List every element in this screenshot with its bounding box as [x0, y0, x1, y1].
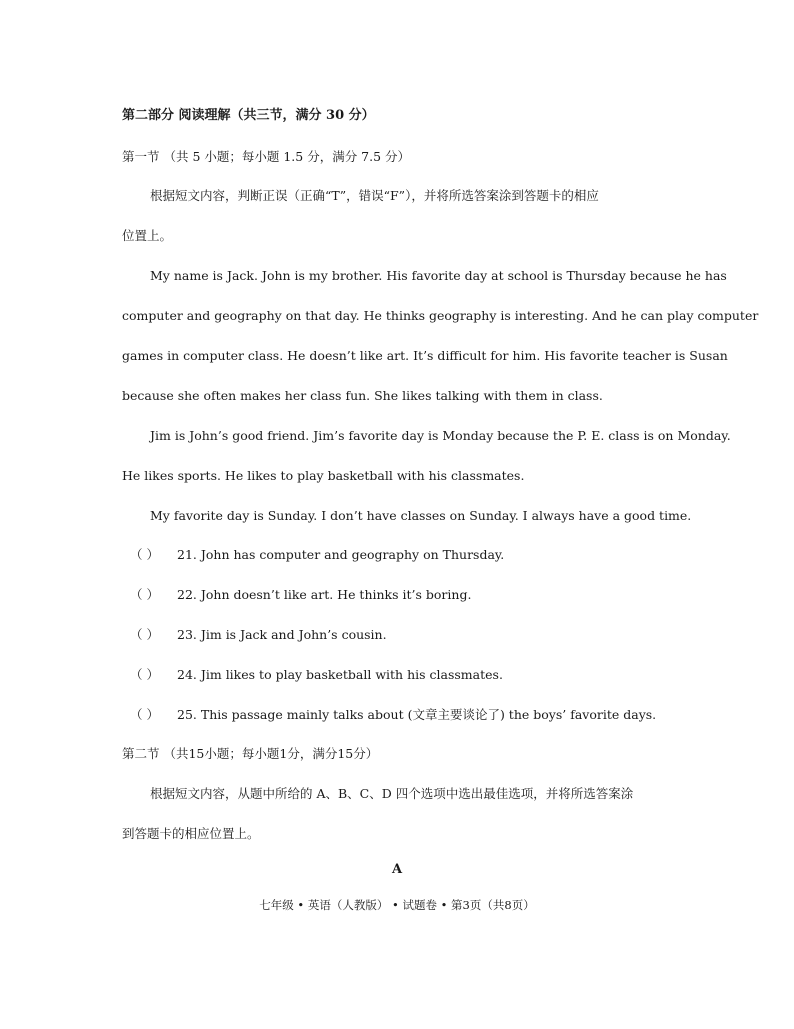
section2-instruction-line1: 根据短文内容，从题中所给的 A、B、C、D 四个选项中选出最佳选项，并将所选答案涂	[150, 786, 634, 801]
answer-bracket[interactable]: （ ）	[130, 707, 159, 722]
page-footer: 七年级 • 英语（人教版） • 试题卷 • 第3页（共8页）	[259, 898, 535, 912]
passage-line: He likes sports. He likes to play basketball with his classmates.	[122, 468, 525, 483]
passage-line: My name is Jack. John is my brother. His favorite day at school is Thursday because he has	[150, 268, 727, 283]
answer-bracket[interactable]: （ ）	[130, 547, 159, 562]
answer-bracket[interactable]: （ ）	[130, 587, 159, 602]
section1-instruction-line1: 根据短文内容，判断正误（正确“T”，错误“F”），并将所选答案涂到答题卡的相应	[150, 188, 599, 203]
passage-line: computer and geography on that day. He thinks geography is interesting. And he can play computer	[122, 308, 759, 323]
section2-title: 第二节 （共15小题；每小题1分，满分15分）	[122, 746, 379, 761]
question-text: 22. John doesn’t like art. He thinks it’s boring.	[177, 587, 472, 602]
question-text: 24. Jim likes to play basketball with his classmates.	[177, 667, 503, 682]
passage-line: because she often makes her class fun. She likes talking with them in class.	[122, 388, 603, 403]
question-text: 25. This passage mainly talks about (文章主要谈论了) the boys’ favorite days.	[177, 707, 657, 722]
question-text: 23. Jim is Jack and John’s cousin.	[177, 627, 387, 642]
passage-line: games in computer class. He doesn’t like art. It’s difficult for him. His favorite teacher is Susan	[122, 348, 728, 363]
passage-line: Jim is John’s good friend. Jim’s favorite day is Monday because the P. E. class is on Monday.	[150, 428, 731, 443]
answer-bracket[interactable]: （ ）	[130, 667, 159, 682]
section1-title: 第一节 （共 5 小题；每小题 1.5 分，满分 7.5 分）	[122, 149, 411, 164]
answer-bracket[interactable]: （ ）	[130, 627, 159, 642]
passage-line: My favorite day is Sunday. I don’t have classes on Sunday. I always have a good time.	[150, 508, 692, 523]
part-title: 第二部分 阅读理解（共三节，满分 30 分）	[122, 108, 375, 123]
section2-instruction-line2: 到答题卡的相应位置上。	[122, 826, 260, 841]
question-text: 21. John has computer and geography on Thursday.	[177, 547, 505, 562]
section1-instruction-line2: 位置上。	[122, 228, 173, 243]
passage-label: A	[391, 862, 403, 877]
